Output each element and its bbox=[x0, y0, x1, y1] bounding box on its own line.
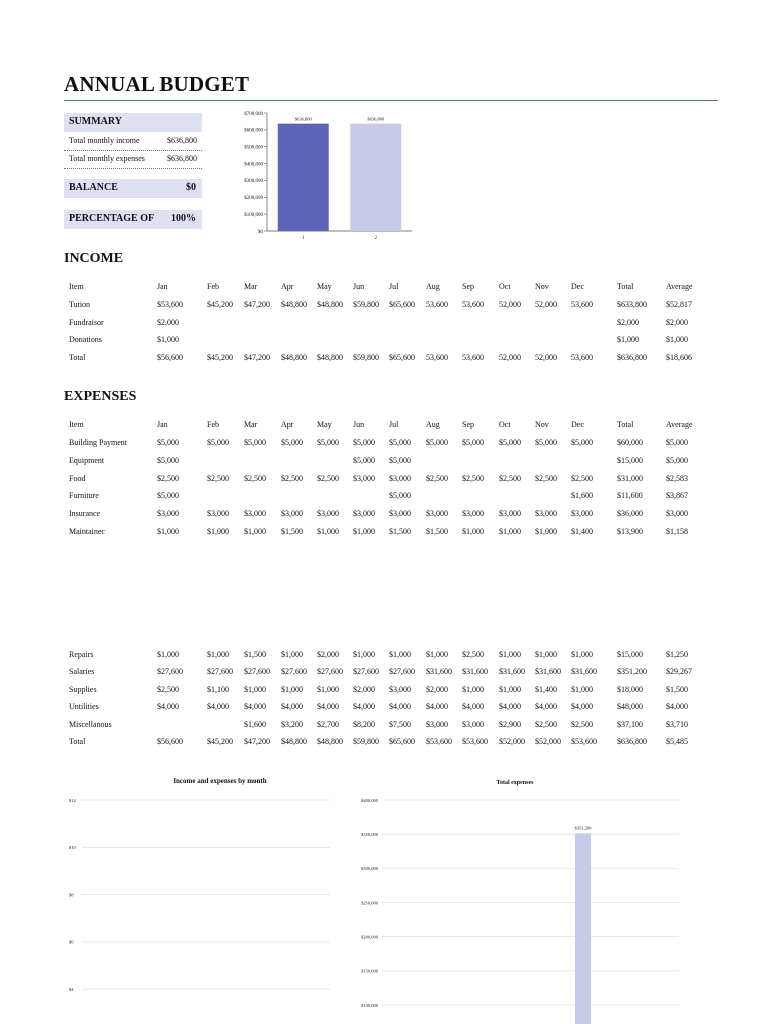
table-cell: $3,000 bbox=[535, 509, 557, 518]
bar-data-label: $351,200 bbox=[574, 825, 592, 831]
row-label-cell: Tution bbox=[69, 300, 91, 309]
table-cell: $1,000 bbox=[317, 527, 339, 536]
row-label-cell: Miscellanous bbox=[69, 720, 112, 729]
table-cell: $2,500 bbox=[157, 474, 179, 483]
table-header-cell: Total bbox=[617, 420, 634, 429]
table-cell: 52,000 bbox=[535, 353, 557, 362]
row-label-cell: Food bbox=[69, 474, 86, 483]
y-tick-label: $400,000 bbox=[244, 162, 263, 168]
table-cell: $5,000 bbox=[157, 438, 179, 447]
table-cell: $3,000 bbox=[207, 509, 229, 518]
table-cell: $2,500 bbox=[281, 474, 303, 483]
table-cell: $4,000 bbox=[281, 702, 303, 711]
table-cell: $1,000 bbox=[617, 335, 639, 344]
summary-row-value: $636,800 bbox=[167, 154, 197, 163]
table-cell: $2,500 bbox=[462, 474, 484, 483]
page-title: ANNUAL BUDGET bbox=[64, 72, 250, 96]
table-cell: $31,600 bbox=[462, 667, 488, 676]
table-cell: $18,606 bbox=[666, 353, 692, 362]
table-cell: $56,600 bbox=[157, 353, 183, 362]
table-cell: $1,000 bbox=[353, 527, 375, 536]
table-cell: $5,000 bbox=[157, 491, 179, 500]
row-label-cell: Total bbox=[69, 353, 86, 362]
y-tick-label: $100,000 bbox=[361, 1002, 378, 1008]
table-cell: $47,200 bbox=[244, 353, 270, 362]
table-cell: $45,200 bbox=[207, 300, 233, 309]
table-header-cell: Oct bbox=[499, 282, 511, 291]
y-tick-label: $6 bbox=[69, 939, 74, 945]
row-label-cell: Equipment bbox=[69, 456, 105, 465]
table-header-cell: Nov bbox=[535, 420, 549, 429]
table-cell: $1,500 bbox=[244, 650, 266, 659]
table-cell: $636,800 bbox=[617, 353, 647, 362]
table-cell: $1,000 bbox=[244, 685, 266, 694]
y-tick-label: $200,000 bbox=[361, 934, 378, 940]
summary-row-label: Total monthly income bbox=[69, 136, 140, 145]
table-header-cell: Jan bbox=[157, 420, 168, 429]
table-cell: $1,158 bbox=[666, 527, 688, 536]
summary-bar-chart bbox=[230, 106, 420, 246]
balance-value: $0 bbox=[186, 182, 196, 193]
y-tick-label: $200,000 bbox=[244, 196, 263, 202]
table-cell: $1,500 bbox=[389, 527, 411, 536]
table-cell: $5,000 bbox=[666, 456, 688, 465]
summary-heading: SUMMARY bbox=[69, 116, 122, 127]
table-header-cell: Feb bbox=[207, 282, 219, 291]
table-cell: $27,600 bbox=[317, 667, 343, 676]
table-header-cell: Apr bbox=[281, 420, 294, 429]
table-header-cell: Jun bbox=[353, 420, 365, 429]
table-cell: $4,000 bbox=[389, 702, 411, 711]
table-cell: $1,000 bbox=[207, 527, 229, 536]
table-header-cell: Feb bbox=[207, 420, 219, 429]
table-cell: $2,000 bbox=[317, 650, 339, 659]
table-cell: $1,000 bbox=[157, 335, 179, 344]
table-header-cell: Item bbox=[69, 420, 84, 429]
table-cell: $1,500 bbox=[426, 527, 448, 536]
chart-title-total-expenses: Total expenses bbox=[496, 780, 534, 786]
table-cell: $1,000 bbox=[462, 527, 484, 536]
summary-row-income bbox=[64, 133, 202, 151]
table-cell: $53,600 bbox=[571, 737, 597, 746]
table-cell: $52,000 bbox=[535, 737, 561, 746]
table-cell: 53,600 bbox=[571, 300, 593, 309]
bar bbox=[575, 833, 591, 1024]
table-cell: $56,600 bbox=[157, 737, 183, 746]
table-cell: $2,500 bbox=[535, 474, 557, 483]
table-cell: $5,485 bbox=[666, 737, 688, 746]
table-cell: $3,000 bbox=[317, 509, 339, 518]
table-cell: $1,000 bbox=[499, 685, 521, 694]
table-cell: $2,583 bbox=[666, 474, 688, 483]
row-label-cell: Maintainec bbox=[69, 527, 105, 536]
y-tick-label: $250,000 bbox=[361, 900, 378, 906]
table-cell: 53,600 bbox=[426, 353, 448, 362]
table-cell: $1,000 bbox=[281, 685, 303, 694]
table-cell: $2,500 bbox=[571, 474, 593, 483]
table-cell: $65,600 bbox=[389, 300, 415, 309]
title-underline bbox=[64, 100, 718, 101]
table-cell: $3,000 bbox=[426, 720, 448, 729]
table-cell: $15,000 bbox=[617, 650, 643, 659]
table-cell: $4,000 bbox=[535, 702, 557, 711]
table-cell: $5,000 bbox=[535, 438, 557, 447]
table-cell: $1,000 bbox=[353, 650, 375, 659]
table-header-cell: Jul bbox=[389, 282, 399, 291]
table-cell: $4,000 bbox=[207, 702, 229, 711]
table-cell: $5,000 bbox=[389, 491, 411, 500]
table-cell: $3,000 bbox=[157, 509, 179, 518]
table-header-cell: Dec bbox=[571, 282, 584, 291]
row-label-cell: Untilities bbox=[69, 702, 99, 711]
table-cell: $48,800 bbox=[317, 353, 343, 362]
table-header-cell: Jan bbox=[157, 282, 168, 291]
table-cell: $52,817 bbox=[666, 300, 692, 309]
table-cell: $5,000 bbox=[426, 438, 448, 447]
table-cell: $4,000 bbox=[317, 702, 339, 711]
table-cell: $2,000 bbox=[353, 685, 375, 694]
y-tick-label: $600,000 bbox=[244, 128, 263, 134]
table-cell: $633,800 bbox=[617, 300, 647, 309]
y-tick-label: $700,000 bbox=[244, 111, 263, 117]
table-cell: $2,500 bbox=[317, 474, 339, 483]
table-cell: $1,000 bbox=[207, 650, 229, 659]
bar bbox=[278, 124, 329, 231]
table-cell: $1,000 bbox=[499, 650, 521, 659]
table-cell: $59,800 bbox=[353, 300, 379, 309]
table-cell: $31,600 bbox=[535, 667, 561, 676]
table-cell: $1,250 bbox=[666, 650, 688, 659]
table-cell: $1,000 bbox=[535, 527, 557, 536]
table-cell: $5,000 bbox=[389, 438, 411, 447]
table-cell: $4,000 bbox=[353, 702, 375, 711]
table-header-cell: Average bbox=[666, 282, 693, 291]
table-header-cell: Item bbox=[69, 282, 84, 291]
table-cell: $3,000 bbox=[499, 509, 521, 518]
table-cell: $5,000 bbox=[571, 438, 593, 447]
table-cell: $1,500 bbox=[666, 685, 688, 694]
table-cell: $65,600 bbox=[389, 353, 415, 362]
table-cell: $2,900 bbox=[499, 720, 521, 729]
table-cell: $636,800 bbox=[617, 737, 647, 746]
table-cell: $1,000 bbox=[571, 685, 593, 694]
percentage-label: PERCENTAGE OF bbox=[69, 213, 155, 224]
table-cell: $2,500 bbox=[207, 474, 229, 483]
table-cell: $3,000 bbox=[462, 509, 484, 518]
bar-data-label: $636,800 bbox=[294, 116, 312, 122]
table-cell: $5,000 bbox=[353, 456, 375, 465]
table-cell: $5,000 bbox=[389, 456, 411, 465]
table-cell: $3,000 bbox=[353, 509, 375, 518]
y-tick-label: $4 bbox=[69, 987, 74, 992]
table-header-cell: Aug bbox=[426, 420, 440, 429]
table-header-cell: Total bbox=[617, 282, 634, 291]
table-header-cell: Dec bbox=[571, 420, 584, 429]
y-tick-label: $0 bbox=[258, 229, 263, 235]
table-cell: $4,000 bbox=[571, 702, 593, 711]
table-cell: $2,500 bbox=[499, 474, 521, 483]
table-header-cell: May bbox=[317, 282, 332, 291]
table-cell: $31,600 bbox=[499, 667, 525, 676]
table-cell: $3,000 bbox=[281, 509, 303, 518]
table-cell: $1,000 bbox=[666, 335, 688, 344]
table-cell: $3,867 bbox=[666, 491, 688, 500]
balance-band bbox=[64, 179, 202, 198]
table-cell: $1,400 bbox=[535, 685, 557, 694]
table-cell: $27,600 bbox=[389, 667, 415, 676]
table-cell: $3,000 bbox=[389, 685, 411, 694]
table-cell: $2,500 bbox=[157, 685, 179, 694]
table-cell: $47,200 bbox=[244, 737, 270, 746]
table-cell: $4,000 bbox=[462, 702, 484, 711]
row-label-cell: Insurance bbox=[69, 509, 101, 518]
table-cell: $48,000 bbox=[617, 702, 643, 711]
table-cell: 52,000 bbox=[499, 300, 521, 309]
table-cell: $45,200 bbox=[207, 353, 233, 362]
table-cell: $18,000 bbox=[617, 685, 643, 694]
table-header-cell: Apr bbox=[281, 282, 294, 291]
table-cell: $31,600 bbox=[426, 667, 452, 676]
table-cell: $3,000 bbox=[462, 720, 484, 729]
table-cell: $7,500 bbox=[389, 720, 411, 729]
summary-row-label: Total monthly expenses bbox=[69, 154, 145, 163]
table-cell: $3,000 bbox=[389, 509, 411, 518]
y-tick-label: $10 bbox=[69, 845, 76, 851]
table-cell: $48,800 bbox=[281, 353, 307, 362]
percentage-band bbox=[64, 210, 202, 229]
table-cell: $2,500 bbox=[462, 650, 484, 659]
summary-header bbox=[64, 113, 202, 132]
table-cell: $48,800 bbox=[317, 300, 343, 309]
table-cell: $1,600 bbox=[571, 491, 593, 500]
table-cell: $1,000 bbox=[499, 527, 521, 536]
table-cell: $5,000 bbox=[281, 438, 303, 447]
table-cell: $3,000 bbox=[244, 509, 266, 518]
table-cell: $4,000 bbox=[499, 702, 521, 711]
table-cell: $47,200 bbox=[244, 300, 270, 309]
table-cell: $3,000 bbox=[426, 509, 448, 518]
table-header-cell: Sep bbox=[462, 282, 474, 291]
table-cell: $48,800 bbox=[281, 300, 307, 309]
table-cell: $8,200 bbox=[353, 720, 375, 729]
row-label-cell: Total bbox=[69, 737, 86, 746]
table-header-cell: Mar bbox=[244, 420, 258, 429]
table-cell: $37,100 bbox=[617, 720, 643, 729]
table-cell: $1,000 bbox=[426, 650, 448, 659]
table-cell: $3,000 bbox=[353, 474, 375, 483]
table-cell: $2,500 bbox=[244, 474, 266, 483]
table-cell: $29,267 bbox=[666, 667, 692, 676]
table-cell: $2,000 bbox=[157, 318, 179, 327]
percentage-value: 100% bbox=[171, 213, 196, 224]
table-cell: $2,000 bbox=[426, 685, 448, 694]
table-cell: $4,000 bbox=[426, 702, 448, 711]
y-tick-label: $100,000 bbox=[244, 212, 263, 218]
table-cell: $3,710 bbox=[666, 720, 688, 729]
income-expenses-line-chart bbox=[64, 790, 336, 1024]
table-cell: $5,000 bbox=[207, 438, 229, 447]
table-cell: $1,000 bbox=[462, 685, 484, 694]
table-cell: $1,000 bbox=[389, 650, 411, 659]
expenses-title: EXPENSES bbox=[64, 389, 137, 404]
table-cell: $1,500 bbox=[281, 527, 303, 536]
table-cell: $31,600 bbox=[571, 667, 597, 676]
table-cell: $27,600 bbox=[244, 667, 270, 676]
table-cell: $53,600 bbox=[462, 737, 488, 746]
table-header-cell: Average bbox=[666, 420, 693, 429]
table-cell: $52,000 bbox=[499, 737, 525, 746]
table-header-cell: Oct bbox=[499, 420, 511, 429]
table-cell: $1,000 bbox=[571, 650, 593, 659]
table-cell: $5,000 bbox=[353, 438, 375, 447]
table-cell: $27,600 bbox=[207, 667, 233, 676]
table-cell: $48,800 bbox=[281, 737, 307, 746]
table-cell: $11,600 bbox=[617, 491, 643, 500]
table-cell: $27,600 bbox=[157, 667, 183, 676]
table-cell: $13,900 bbox=[617, 527, 643, 536]
table-cell: $36,000 bbox=[617, 509, 643, 518]
bar bbox=[350, 124, 401, 231]
table-cell: $1,000 bbox=[157, 527, 179, 536]
table-cell: $3,000 bbox=[571, 509, 593, 518]
summary-row-value: $636,800 bbox=[167, 136, 197, 145]
balance-label: BALANCE bbox=[69, 182, 118, 193]
table-header-cell: May bbox=[317, 420, 332, 429]
summary-row-expenses bbox=[64, 151, 202, 169]
table-cell: $5,000 bbox=[157, 456, 179, 465]
table-cell: $45,200 bbox=[207, 737, 233, 746]
table-cell: $53,600 bbox=[426, 737, 452, 746]
row-label-cell: Building Payment bbox=[69, 438, 127, 447]
table-header-cell: Sep bbox=[462, 420, 474, 429]
table-cell: $5,000 bbox=[666, 438, 688, 447]
x-tick-label: 1 bbox=[302, 236, 305, 241]
table-cell: $1,000 bbox=[244, 527, 266, 536]
table-cell: $48,800 bbox=[317, 737, 343, 746]
table-cell: $2,500 bbox=[426, 474, 448, 483]
table-cell: $1,400 bbox=[571, 527, 593, 536]
row-label-cell: Repairs bbox=[69, 650, 94, 659]
table-cell: 52,000 bbox=[535, 300, 557, 309]
table-cell: $2,000 bbox=[617, 318, 639, 327]
y-tick-label: $500,000 bbox=[244, 145, 263, 151]
row-label-cell: Supplies bbox=[69, 685, 97, 694]
table-cell: 53,600 bbox=[462, 300, 484, 309]
table-cell: $1,000 bbox=[317, 685, 339, 694]
table-cell: $2,700 bbox=[317, 720, 339, 729]
total-expenses-bar-chart bbox=[346, 790, 686, 1024]
y-tick-label: $350,000 bbox=[361, 831, 378, 837]
table-cell: $5,000 bbox=[244, 438, 266, 447]
table-cell: $59,800 bbox=[353, 353, 379, 362]
y-tick-label: $8 bbox=[69, 892, 74, 898]
table-cell: $1,600 bbox=[244, 720, 266, 729]
table-cell: $4,000 bbox=[666, 702, 688, 711]
y-tick-label: $400,000 bbox=[361, 797, 378, 803]
table-cell: $3,000 bbox=[666, 509, 688, 518]
table-cell: $2,500 bbox=[535, 720, 557, 729]
row-label-cell: Donations bbox=[69, 335, 102, 344]
table-cell: $27,600 bbox=[353, 667, 379, 676]
y-tick-label: $300,000 bbox=[244, 179, 263, 185]
table-cell: $5,000 bbox=[499, 438, 521, 447]
table-cell: 52,000 bbox=[499, 353, 521, 362]
table-cell: $3,000 bbox=[389, 474, 411, 483]
table-cell: $2,500 bbox=[571, 720, 593, 729]
table-cell: $5,000 bbox=[317, 438, 339, 447]
table-cell: 53,600 bbox=[462, 353, 484, 362]
table-cell: $2,000 bbox=[666, 318, 688, 327]
table-header-cell: Jul bbox=[389, 420, 399, 429]
x-tick-label: 2 bbox=[374, 236, 377, 241]
table-cell: $1,000 bbox=[535, 650, 557, 659]
table-header-cell: Mar bbox=[244, 282, 258, 291]
table-header-cell: Aug bbox=[426, 282, 440, 291]
table-cell: $31,000 bbox=[617, 474, 643, 483]
table-cell: 53,600 bbox=[571, 353, 593, 362]
table-cell: $351,200 bbox=[617, 667, 647, 676]
table-cell: $4,000 bbox=[244, 702, 266, 711]
table-cell: $5,000 bbox=[462, 438, 484, 447]
table-cell: $60,000 bbox=[617, 438, 643, 447]
table-cell: $1,000 bbox=[281, 650, 303, 659]
table-cell: $1,100 bbox=[207, 685, 229, 694]
row-label-cell: Salaries bbox=[69, 667, 95, 676]
y-tick-label: $300,000 bbox=[361, 866, 378, 872]
table-cell: $59,800 bbox=[353, 737, 379, 746]
table-cell: $65,600 bbox=[389, 737, 415, 746]
table-header-cell: Jun bbox=[353, 282, 365, 291]
chart-title-income-expenses: Income and expenses by month bbox=[173, 777, 267, 785]
table-cell: $53,600 bbox=[157, 300, 183, 309]
table-header-cell: Nov bbox=[535, 282, 549, 291]
row-label-cell: Fundraisor bbox=[69, 318, 104, 327]
income-title: INCOME bbox=[64, 251, 124, 266]
table-cell: $1,000 bbox=[157, 650, 179, 659]
row-label-cell: Furniture bbox=[69, 491, 99, 500]
table-cell: $27,600 bbox=[281, 667, 307, 676]
table-cell: $3,200 bbox=[281, 720, 303, 729]
table-cell: $4,000 bbox=[157, 702, 179, 711]
y-tick-label: $12 bbox=[69, 797, 76, 803]
table-cell: 53,600 bbox=[426, 300, 448, 309]
table-cell: $15,000 bbox=[617, 456, 643, 465]
bar-data-label: $636,800 bbox=[367, 116, 385, 122]
y-tick-label: $150,000 bbox=[361, 968, 378, 974]
